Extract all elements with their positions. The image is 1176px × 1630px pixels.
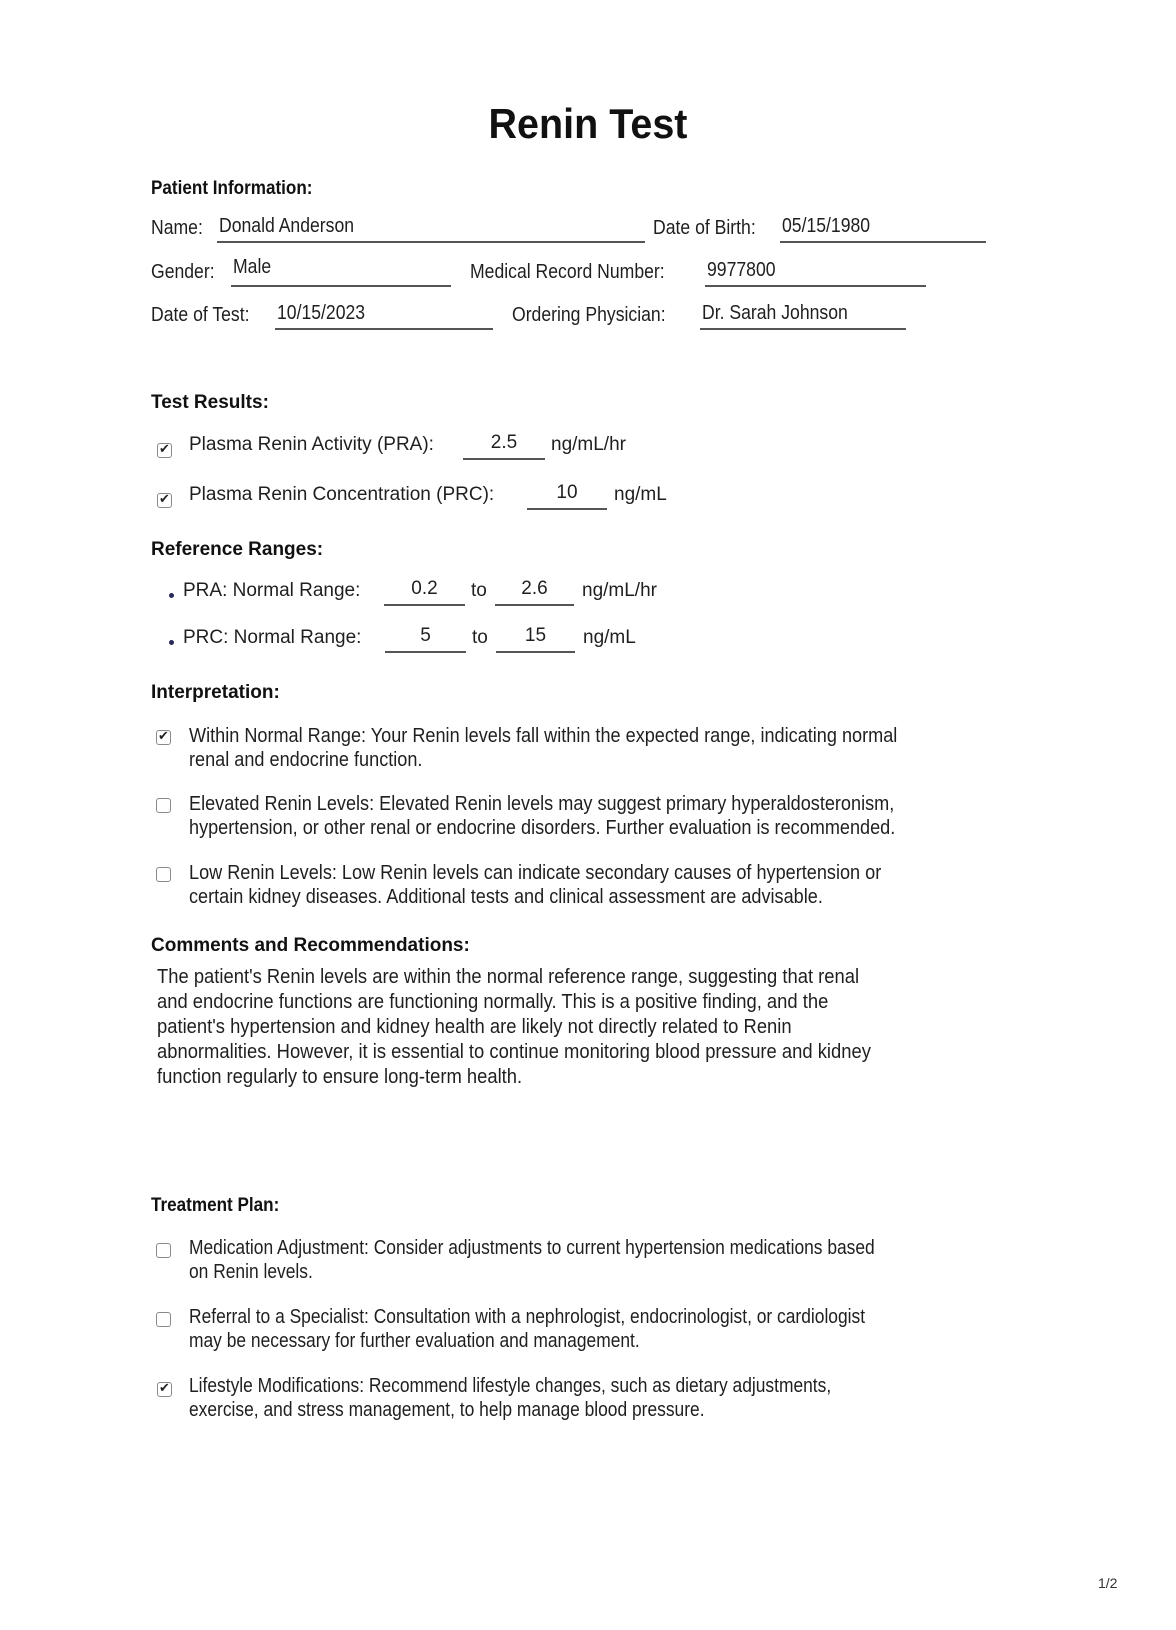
comments-line: abnormalities. However, it is essential to continue monitoring blood pressure and kidney	[157, 1041, 871, 1063]
treatment-item-medication	[151, 1236, 1051, 1284]
pra-range-row	[151, 578, 751, 606]
checkmark-icon: ✔	[159, 1380, 170, 1395]
gender-value: Male	[233, 256, 272, 278]
treatment-item-lifestyle	[151, 1374, 1051, 1422]
test-date-value: 10/15/2023	[277, 302, 366, 324]
dob-label: Date of Birth:	[653, 217, 756, 239]
comments-body	[157, 965, 987, 1090]
pra-checkbox[interactable]	[157, 443, 172, 458]
pra-value: 2.5	[490, 432, 518, 453]
treatment-item-referral	[151, 1305, 1051, 1353]
prc-value: 10	[556, 482, 578, 503]
comments-line: The patient's Renin levels are within the normal reference range, suggesting that renal	[157, 966, 860, 988]
dob-value: 05/15/1980	[782, 215, 871, 237]
checkmark-icon: ✔	[159, 441, 170, 456]
name-field[interactable]	[217, 215, 645, 243]
elevated-levels-checkbox[interactable]	[156, 798, 171, 813]
prc-label: Plasma Renin Concentration (PRC):	[189, 484, 495, 505]
interpretation-text-line: Elevated Renin Levels: Elevated Renin levels may suggest primary hyperaldosteronism,	[189, 793, 895, 815]
reference-ranges-heading: Reference Ranges:	[151, 539, 324, 560]
pra-label: Plasma Renin Activity (PRA):	[189, 434, 434, 455]
checkmark-icon: ✔	[158, 728, 169, 743]
interpretation-text-line: Within Normal Range: Your Renin levels fall within the expected range, indicating normal	[189, 725, 898, 747]
prc-range-high: 15	[524, 625, 547, 646]
prc-result-row	[151, 482, 751, 510]
prc-range-row	[151, 625, 751, 653]
physician-value: Dr. Sarah Johnson	[702, 302, 848, 324]
prc-range-low: 5	[420, 625, 431, 646]
pra-range-low-field[interactable]	[384, 578, 465, 606]
pra-range-label: PRA: Normal Range:	[183, 580, 361, 601]
pra-range-high: 2.6	[521, 578, 548, 599]
dob-field[interactable]	[780, 215, 986, 243]
gender-label: Gender:	[151, 261, 215, 283]
page-title: Renin Test	[488, 100, 688, 147]
to-label: to	[472, 627, 488, 648]
treatment-text-line: Referral to a Specialist: Consultation with a nephrologist, endocrinologist, or cardiologist	[189, 1306, 866, 1328]
pra-range-low: 0.2	[411, 578, 438, 599]
name-value: Donald Anderson	[219, 215, 355, 237]
comments-heading: Comments and Recommendations:	[151, 935, 470, 956]
name-row	[151, 215, 1051, 243]
pra-value-field[interactable]	[463, 432, 545, 460]
treatment-text-line: may be necessary for further evaluation and management.	[189, 1330, 640, 1352]
interpretation-item-normal	[151, 724, 1031, 772]
pra-result-row	[151, 432, 751, 460]
interpretation-text-line: hypertension, or other renal or endocrine disorders. Further evaluation is recommended.	[189, 817, 896, 839]
comments-line: patient's hypertension and kidney health are likely not directly related to Renin	[157, 1016, 792, 1038]
referral-checkbox[interactable]	[156, 1312, 171, 1327]
gender-field[interactable]	[231, 256, 451, 287]
bullet-icon	[169, 593, 174, 598]
prc-range-low-field[interactable]	[385, 625, 466, 653]
interpretation-text-line: Low Renin Levels: Low Renin levels can indicate secondary causes of hypertension or	[189, 862, 882, 884]
treatment-text-line: Medication Adjustment: Consider adjustments to current hypertension medications based	[189, 1237, 875, 1259]
interpretation-text-line: certain kidney diseases. Additional tests and clinical assessment are advisable.	[189, 886, 823, 908]
prc-unit: ng/mL	[614, 484, 667, 505]
treatment-text-line: exercise, and stress management, to help manage blood pressure.	[189, 1399, 705, 1421]
low-levels-checkbox[interactable]	[156, 867, 171, 882]
comments-line: function regularly to ensure long-term health.	[157, 1066, 523, 1088]
normal-range-checkbox[interactable]	[156, 730, 171, 745]
pra-unit: ng/mL/hr	[551, 434, 626, 455]
mrn-field[interactable]	[705, 259, 926, 287]
patient-information-heading: Patient Information:	[151, 178, 313, 199]
comments-line: and endocrine functions are functioning normally. This is a positive finding, and the	[157, 991, 829, 1013]
mrn-value: 9977800	[707, 259, 776, 281]
interpretation-item-low	[151, 861, 1031, 909]
medication-adjustment-checkbox[interactable]	[156, 1243, 171, 1258]
test-date-label: Date of Test:	[151, 304, 250, 326]
mrn-label: Medical Record Number:	[470, 261, 665, 283]
interpretation-item-elevated	[151, 792, 1031, 840]
treatment-plan-heading: Treatment Plan:	[151, 1195, 280, 1216]
prc-range-unit: ng/mL	[583, 627, 636, 648]
prc-range-label: PRC: Normal Range:	[183, 627, 362, 648]
prc-value-field[interactable]	[527, 482, 607, 510]
pra-range-high-field[interactable]	[495, 578, 574, 606]
test-date-row	[151, 302, 1051, 330]
treatment-text-line: Lifestyle Modifications: Recommend lifestyle changes, such as dietary adjustments,	[189, 1375, 832, 1397]
test-date-field[interactable]	[275, 302, 493, 330]
page-number: 1/2	[1098, 1575, 1118, 1591]
to-label: to	[471, 580, 487, 601]
lifestyle-modifications-checkbox[interactable]	[157, 1382, 172, 1397]
interpretation-text-line: renal and endocrine function.	[189, 749, 423, 771]
prc-range-high-field[interactable]	[496, 625, 575, 653]
gender-row	[151, 256, 1051, 287]
pra-range-unit: ng/mL/hr	[582, 580, 657, 601]
name-label: Name:	[151, 217, 203, 239]
prc-checkbox[interactable]	[157, 493, 172, 508]
treatment-text-line: on Renin levels.	[189, 1261, 313, 1283]
bullet-icon	[169, 640, 174, 645]
interpretation-heading: Interpretation:	[151, 682, 280, 703]
physician-field[interactable]	[700, 302, 906, 330]
checkmark-icon: ✔	[159, 491, 170, 506]
test-results-heading: Test Results:	[151, 392, 269, 413]
physician-label: Ordering Physician:	[512, 304, 666, 326]
